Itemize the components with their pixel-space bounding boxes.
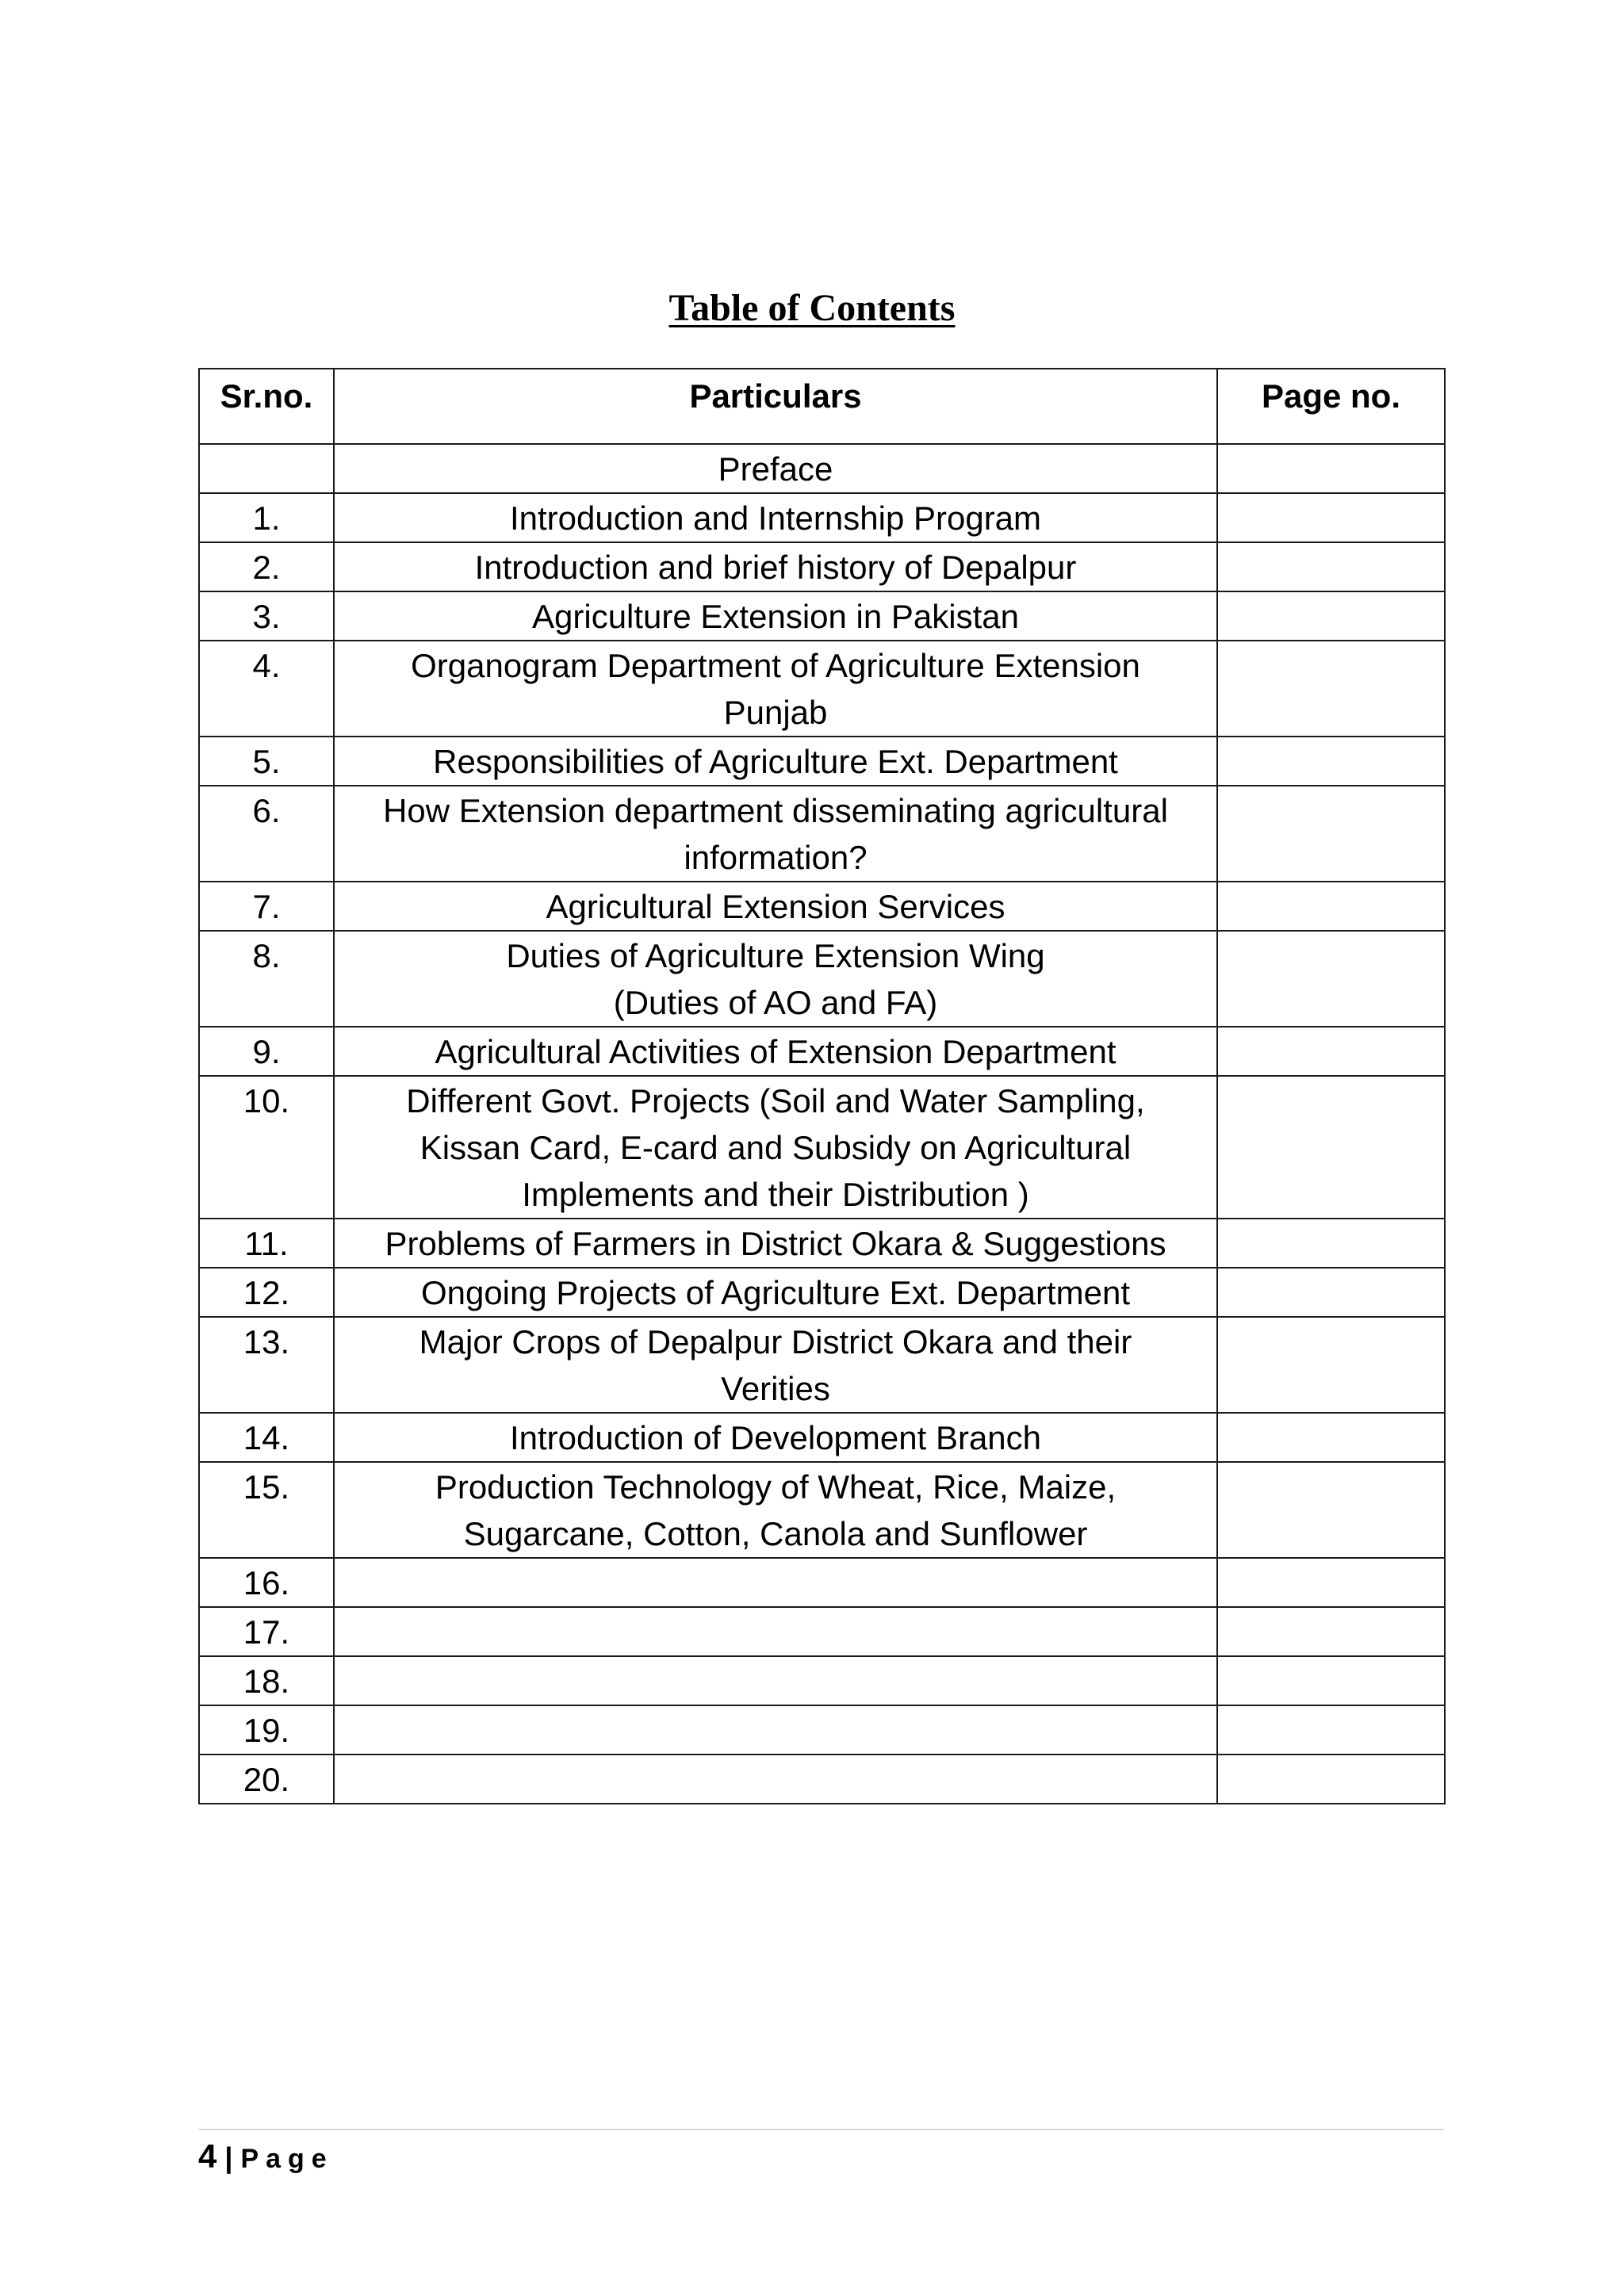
toc-cell-sr-no: 13. [199, 1317, 334, 1413]
toc-cell-particulars: Major Crops of Depalpur District Okara and their Verities [334, 1317, 1217, 1413]
toc-cell-sr-no: 11. [199, 1219, 334, 1268]
toc-row [199, 1413, 1445, 1462]
toc-cell-sr-no: 16. [199, 1558, 334, 1607]
toc-cell-page-no [1217, 1219, 1445, 1268]
toc-cell-sr-no: 3. [199, 591, 334, 641]
toc-cell-sr-no: 14. [199, 1413, 334, 1462]
toc-cell-sr-no: 10. [199, 1076, 334, 1219]
toc-cell-particulars [334, 1656, 1217, 1705]
toc-cell-page-no [1217, 1268, 1445, 1317]
toc-cell-sr-no: 15. [199, 1462, 334, 1558]
toc-cell-particulars: Introduction of Development Branch [334, 1413, 1217, 1462]
header-sr-no: Sr.no. [199, 369, 334, 444]
toc-cell-sr-no: 1. [199, 493, 334, 542]
toc-cell-particulars [334, 1607, 1217, 1656]
toc-cell-sr-no: 2. [199, 542, 334, 591]
toc-cell-sr-no: 18. [199, 1656, 334, 1705]
toc-row [199, 1656, 1445, 1705]
toc-cell-particulars: Agricultural Extension Services [334, 882, 1217, 931]
header-page-no: Page no. [1217, 369, 1445, 444]
toc-row [199, 493, 1445, 542]
toc-cell-page-no [1217, 1462, 1445, 1558]
toc-cell-particulars: Organogram Department of Agriculture Extension Punjab [334, 641, 1217, 737]
toc-cell-sr-no: 12. [199, 1268, 334, 1317]
toc-cell-particulars: Agriculture Extension in Pakistan [334, 591, 1217, 641]
toc-cell-particulars: Agricultural Activities of Extension Department [334, 1027, 1217, 1076]
toc-row [199, 641, 1445, 737]
toc-cell-particulars: Introduction and Internship Program [334, 493, 1217, 542]
toc-row [199, 591, 1445, 641]
toc-cell-page-no [1217, 493, 1445, 542]
toc-cell-sr-no: 6. [199, 786, 334, 882]
toc-row [199, 786, 1445, 882]
toc-cell-particulars: Different Govt. Projects (Soil and Water Sampling, Kissan Card, E-card and Subsidy on Agricultural Implements and their Distribution ) [334, 1076, 1217, 1219]
toc-cell-page-no [1217, 1705, 1445, 1755]
toc-cell-sr-no: 17. [199, 1607, 334, 1656]
toc-row [199, 1219, 1445, 1268]
toc-cell-sr-no: 19. [199, 1705, 334, 1755]
toc-table-body [199, 444, 1445, 1804]
toc-row [199, 1755, 1445, 1804]
toc-cell-page-no [1217, 931, 1445, 1027]
toc-cell-particulars: Problems of Farmers in District Okara & Suggestions [334, 1219, 1217, 1268]
toc-cell-particulars: Duties of Agriculture Extension Wing (Duties of AO and FA) [334, 931, 1217, 1027]
toc-cell-page-no [1217, 1755, 1445, 1804]
toc-row [199, 542, 1445, 591]
toc-row [199, 1317, 1445, 1413]
toc-cell-sr-no: 20. [199, 1755, 334, 1804]
toc-row [199, 444, 1445, 493]
toc-cell-particulars: Ongoing Projects of Agriculture Ext. Department [334, 1268, 1217, 1317]
toc-row [199, 1268, 1445, 1317]
toc-row [199, 1462, 1445, 1558]
toc-row [199, 737, 1445, 786]
toc-cell-page-no [1217, 1317, 1445, 1413]
toc-cell-sr-no [199, 444, 334, 493]
toc-cell-page-no [1217, 641, 1445, 737]
toc-row [199, 1558, 1445, 1607]
toc-row [199, 1705, 1445, 1755]
footer-divider [198, 2129, 1444, 2130]
toc-row [199, 882, 1445, 931]
document-title-text: Table of Contents [668, 287, 956, 329]
toc-row [199, 1607, 1445, 1656]
toc-cell-sr-no: 5. [199, 737, 334, 786]
toc-cell-sr-no: 8. [199, 931, 334, 1027]
footer-separator: | [224, 2141, 233, 2174]
toc-cell-page-no [1217, 1656, 1445, 1705]
toc-cell-particulars: Introduction and brief history of Depalpur [334, 542, 1217, 591]
toc-cell-page-no [1217, 1413, 1445, 1462]
toc-cell-page-no [1217, 1076, 1445, 1219]
toc-cell-particulars: Production Technology of Wheat, Rice, Maize, Sugarcane, Cotton, Canola and Sunflower [334, 1462, 1217, 1558]
toc-cell-particulars [334, 1705, 1217, 1755]
toc-cell-page-no [1217, 444, 1445, 493]
toc-cell-sr-no: 7. [199, 882, 334, 931]
footer-page-number: 4 [198, 2137, 217, 2175]
toc-row [199, 931, 1445, 1027]
page-footer [198, 2134, 334, 2181]
toc-cell-particulars: Preface [334, 444, 1217, 493]
toc-cell-particulars [334, 1558, 1217, 1607]
toc-cell-page-no [1217, 737, 1445, 786]
toc-row [199, 1027, 1445, 1076]
toc-cell-particulars: Responsibilities of Agriculture Ext. Department [334, 737, 1217, 786]
header-particulars: Particulars [334, 369, 1217, 444]
toc-table-header [199, 369, 1445, 444]
toc-cell-page-no [1217, 882, 1445, 931]
document-title [0, 280, 1624, 337]
toc-cell-page-no [1217, 786, 1445, 882]
toc-cell-page-no [1217, 591, 1445, 641]
toc-table [198, 368, 1446, 1804]
toc-cell-page-no [1217, 1558, 1445, 1607]
toc-cell-sr-no: 9. [199, 1027, 334, 1076]
toc-cell-particulars [334, 1755, 1217, 1804]
toc-cell-page-no [1217, 542, 1445, 591]
footer-page-label: Page [240, 2144, 334, 2174]
toc-cell-sr-no: 4. [199, 641, 334, 737]
toc-row [199, 1076, 1445, 1219]
header-row [199, 369, 1445, 444]
toc-cell-page-no [1217, 1607, 1445, 1656]
toc-cell-particulars: How Extension department disseminating agricultural information? [334, 786, 1217, 882]
toc-cell-page-no [1217, 1027, 1445, 1076]
